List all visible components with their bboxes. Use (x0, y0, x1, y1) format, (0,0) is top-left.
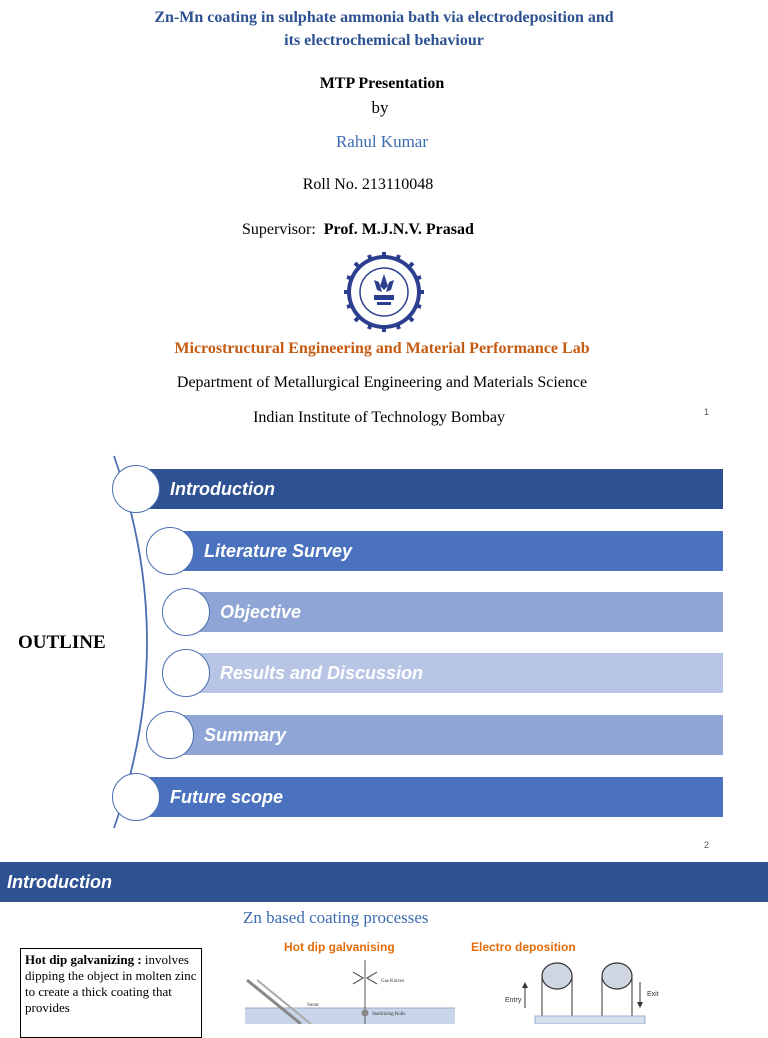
hot-dip-diagram (245, 960, 455, 1024)
box-text: involves dipping the object in molten zinc to create a thick coating that provides (25, 952, 197, 1015)
outline-bullet-circle (112, 465, 160, 513)
supervisor-name: Prof. M.J.N.V. Prasad (323, 221, 474, 238)
title-line-1: Zn-Mn coating in sulphate ammonia bath via electrodeposition and (154, 9, 614, 26)
outline-item-label: Summary (204, 724, 287, 745)
outline-bullet-circle (162, 588, 210, 636)
electro-deposition-diagram (495, 958, 705, 1024)
roll-number: Roll No. 213110048 (302, 176, 434, 193)
author-name: Rahul Kumar (335, 132, 429, 151)
slide1-title (60, 6, 708, 52)
iit-bombay-logo (344, 252, 424, 332)
section-header (0, 862, 768, 902)
outline-item-summary[interactable] (170, 715, 723, 755)
entry-label: Entry (505, 997, 522, 1004)
institute-name: Indian Institute of Technology Bombay (253, 409, 505, 426)
outline-bullet-circle (146, 711, 194, 759)
supervisor-label: Supervisor: (242, 221, 316, 238)
outline-bullet-circle (162, 649, 210, 697)
outline-item-introduction[interactable] (137, 469, 723, 509)
outline-item-literature-survey[interactable] (170, 531, 723, 571)
outline-item-label: Objective (220, 601, 302, 622)
by-text: by (371, 98, 389, 117)
outline-item-results-discussion[interactable] (186, 653, 723, 693)
outline-item-future-scope[interactable] (137, 777, 723, 817)
outline-arc (100, 452, 220, 832)
lab-name: Microstructural Engineering and Material Performance Lab (174, 340, 590, 357)
outline-item-objective[interactable] (186, 592, 723, 632)
stabilizing-rolls-label: Stabilizing Rolls (372, 1012, 406, 1017)
slide-subtitle: Zn based coating processes (243, 908, 429, 927)
hot-dip-description-box (20, 948, 202, 1038)
outline-item-label: Future scope (170, 786, 284, 807)
electro-deposition-label: Electro deposition (471, 940, 576, 954)
outline-bullet-circle (112, 773, 160, 821)
section-header-title: Introduction (7, 871, 112, 892)
presentation-type: MTP Presentation (319, 75, 445, 92)
box-title: Hot dip galvanizing : (25, 952, 142, 967)
gas-knives-label: Gas Knives (381, 979, 405, 984)
outline-item-label: Introduction (170, 478, 275, 499)
page-number: 1 (704, 407, 710, 417)
department-name: Department of Metallurgical Engineering and Materials Science (176, 374, 588, 391)
outline-bullet-circle (146, 527, 194, 575)
page-number: 2 (704, 840, 710, 850)
outline-item-label: Results and Discussion (220, 662, 424, 683)
exit-label: Exit (647, 991, 659, 998)
outline-heading: OUTLINE (18, 632, 106, 653)
supervisor (242, 221, 474, 239)
hot-dip-label: Hot dip galvanising (284, 940, 395, 954)
outline-item-label: Literature Survey (204, 540, 353, 561)
snout-label: Snout (307, 1003, 319, 1008)
title-line-2: its electrochemical behaviour (284, 32, 484, 49)
